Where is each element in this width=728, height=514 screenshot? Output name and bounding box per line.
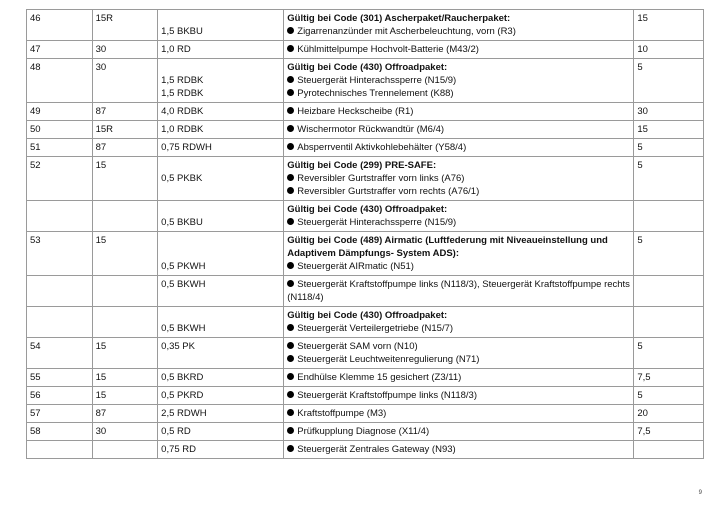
terminal-cell (92, 441, 158, 459)
fuse-table (26, 9, 704, 459)
cable-cell (158, 157, 284, 201)
cable-cell (158, 232, 284, 276)
cable-value: 1,5 RDBK (161, 75, 204, 86)
code-header: Gültig bei Code (430) Offroadpaket: (287, 62, 448, 73)
fuse-cell: 5 (634, 59, 704, 103)
table-row (27, 387, 704, 405)
function-cell (284, 139, 634, 157)
cable-spacer (161, 61, 280, 74)
pin-cell (27, 441, 93, 459)
cable-cell (158, 10, 284, 41)
function-item (287, 123, 630, 136)
pin-cell (27, 307, 93, 338)
function-item-text: Steuergerät SAM vorn (N10) (297, 341, 418, 352)
table-row (27, 201, 704, 232)
function-item (287, 340, 630, 353)
cable-value: 0,5 BKBU (161, 217, 203, 228)
cable-value: 0,5 BKWH (161, 323, 206, 334)
function-item-text: Endhülse Klemme 15 gesichert (Z3/11) (297, 372, 462, 383)
function-cell (284, 103, 634, 121)
table-row (27, 10, 704, 41)
terminal-cell: 15 (92, 157, 158, 201)
function-item (287, 425, 630, 438)
cable-spacer (161, 247, 280, 260)
cable-value: 1,0 RD (161, 44, 191, 55)
function-item-text: Steuergerät Verteilergetriebe (N15/7) (297, 323, 454, 334)
function-item-text: Steuergerät Hinterachssperre (N15/9) (297, 217, 457, 228)
function-item (287, 185, 630, 198)
function-item (287, 87, 630, 100)
function-item (287, 172, 630, 185)
code-header: Gültig bei Code (301) Ascherpaket/Raucherpaket: (287, 13, 511, 24)
cable-value: 0,5 PKBK (161, 173, 203, 184)
function-item-text: Wischermotor Rückwandtür (M6/4) (297, 124, 445, 135)
fuse-cell: 15 (634, 10, 704, 41)
terminal-cell: 15R (92, 10, 158, 41)
bullet-icon (287, 262, 294, 269)
cable-spacer (161, 234, 280, 247)
function-item (287, 25, 630, 38)
fuse-cell (634, 441, 704, 459)
cable-value: 0,5 PKRD (161, 390, 204, 401)
function-item-text: Steuergerät Kraftstoffpumpe links (N118/3), Steuergerät Kraftstoffpumpe rechts (N118/4) (287, 279, 630, 303)
pin-cell (27, 201, 93, 232)
function-cell (284, 201, 634, 232)
terminal-cell: 15 (92, 232, 158, 276)
cable-value: 1,0 RDBK (161, 124, 204, 135)
function-cell (284, 41, 634, 59)
fuse-cell: 7,5 (634, 369, 704, 387)
function-cell (284, 369, 634, 387)
cable-value: 1,5 RDBK (161, 88, 204, 99)
table-row (27, 276, 704, 307)
pin-cell: 58 (27, 423, 93, 441)
function-item (287, 74, 630, 87)
cable-cell (158, 387, 284, 405)
function-item (287, 141, 630, 154)
pin-cell: 57 (27, 405, 93, 423)
bullet-icon (287, 218, 294, 225)
function-item-text: Reversibler Gurtstraffer vorn rechts (A76/1) (297, 186, 480, 197)
terminal-cell (92, 201, 158, 232)
table-row (27, 338, 704, 369)
function-item-text: Absperrventil Aktivkohlebehälter (Y58/4) (297, 142, 467, 153)
function-item (287, 216, 630, 229)
function-cell (284, 405, 634, 423)
bullet-icon (287, 391, 294, 398)
function-item (287, 105, 630, 118)
cable-cell (158, 201, 284, 232)
fuse-cell (634, 201, 704, 232)
table-row (27, 423, 704, 441)
table-row (27, 232, 704, 276)
page-number: 9 (698, 490, 702, 496)
function-item (287, 443, 630, 456)
fuse-cell: 15 (634, 121, 704, 139)
function-item (287, 389, 630, 402)
cable-value: 0,75 RDWH (161, 142, 212, 153)
bullet-icon (287, 143, 294, 150)
code-header: Gültig bei Code (430) Offroadpaket: (287, 310, 448, 321)
function-cell (284, 276, 634, 307)
fuse-cell: 7,5 (634, 423, 704, 441)
cable-cell (158, 103, 284, 121)
bullet-icon (287, 125, 294, 132)
function-item (287, 322, 630, 335)
table-row (27, 441, 704, 459)
terminal-cell (92, 276, 158, 307)
pin-cell: 47 (27, 41, 93, 59)
table-row (27, 139, 704, 157)
pin-cell: 50 (27, 121, 93, 139)
terminal-cell: 30 (92, 41, 158, 59)
function-item-text: Heizbare Heckscheibe (R1) (297, 106, 414, 117)
terminal-cell: 15 (92, 369, 158, 387)
terminal-cell: 15R (92, 121, 158, 139)
table-row (27, 121, 704, 139)
function-item-text: Steuergerät Hinterachssperre (N15/9) (297, 75, 457, 86)
table-row (27, 59, 704, 103)
function-item-text: Prüfkupplung Diagnose (X11/4) (297, 426, 430, 437)
terminal-cell: 87 (92, 405, 158, 423)
pin-cell: 51 (27, 139, 93, 157)
function-item-text: Kraftstoffpumpe (M3) (297, 408, 387, 419)
cable-spacer (161, 309, 280, 322)
function-cell (284, 423, 634, 441)
function-item-text: Kühlmittelpumpe Hochvolt-Batterie (M43/2) (297, 44, 479, 55)
fuse-cell: 5 (634, 232, 704, 276)
cable-value: 0,35 PK (161, 341, 195, 352)
function-cell (284, 10, 634, 41)
fuse-cell: 30 (634, 103, 704, 121)
table-row (27, 157, 704, 201)
table-row (27, 369, 704, 387)
function-item-text: Reversibler Gurtstraffer vorn links (A76) (297, 173, 465, 184)
bullet-icon (287, 355, 294, 362)
cable-cell (158, 59, 284, 103)
cable-value: 2,5 RDWH (161, 408, 207, 419)
function-item-text: Steuergerät Leuchtweitenregulierung (N71) (297, 354, 480, 365)
cable-cell (158, 405, 284, 423)
function-cell (284, 338, 634, 369)
function-item-text: Steuergerät Kraftstoffpumpe links (N118/3) (297, 390, 477, 401)
pin-cell: 49 (27, 103, 93, 121)
function-item-text: Pyrotechnisches Trennelement (K88) (297, 88, 454, 99)
bullet-icon (287, 187, 294, 194)
cable-cell (158, 121, 284, 139)
bullet-icon (287, 409, 294, 416)
function-item-text: Zigarrenanzünder mit Ascherbeleuchtung, vorn (R3) (297, 26, 516, 37)
pin-cell: 54 (27, 338, 93, 369)
bullet-icon (287, 324, 294, 331)
cable-spacer (161, 159, 280, 172)
function-cell (284, 59, 634, 103)
table-row (27, 103, 704, 121)
fuse-cell: 5 (634, 338, 704, 369)
bullet-icon (287, 174, 294, 181)
function-item (287, 371, 630, 384)
cable-value: 4,0 RDBK (161, 106, 204, 117)
pin-cell: 53 (27, 232, 93, 276)
code-header: Gültig bei Code (299) PRE-SAFE: (287, 160, 437, 171)
function-item (287, 43, 630, 56)
bullet-icon (287, 27, 294, 34)
function-item (287, 353, 630, 366)
terminal-cell: 30 (92, 423, 158, 441)
cable-value: 0,5 BKRD (161, 372, 204, 383)
fuse-cell: 5 (634, 387, 704, 405)
terminal-cell: 30 (92, 59, 158, 103)
fuse-cell: 5 (634, 157, 704, 201)
terminal-cell: 87 (92, 139, 158, 157)
fuse-cell: 20 (634, 405, 704, 423)
bullet-icon (287, 445, 294, 452)
cable-spacer (161, 203, 280, 216)
bullet-icon (287, 427, 294, 434)
cable-spacer (161, 12, 280, 25)
cable-cell (158, 307, 284, 338)
bullet-icon (287, 45, 294, 52)
cable-cell (158, 276, 284, 307)
terminal-cell: 87 (92, 103, 158, 121)
cable-value: 0,5 RD (161, 426, 191, 437)
fuse-table-body (27, 10, 704, 459)
function-cell (284, 441, 634, 459)
function-cell (284, 232, 634, 276)
bullet-icon (287, 76, 294, 83)
pin-cell (27, 276, 93, 307)
bullet-icon (287, 89, 294, 96)
terminal-cell (92, 307, 158, 338)
cable-cell (158, 369, 284, 387)
cable-cell (158, 423, 284, 441)
bullet-icon (287, 342, 294, 349)
pin-cell: 48 (27, 59, 93, 103)
pin-cell: 55 (27, 369, 93, 387)
code-header: Gültig bei Code (489) Airmatic (Luftfederung mit Niveaueinstellung und Adaptivem Dämpfungs- System ADS): (287, 235, 608, 259)
cable-cell (158, 41, 284, 59)
table-row (27, 405, 704, 423)
table-row (27, 307, 704, 338)
function-item (287, 260, 630, 273)
function-item-text: Steuergerät AIRmatic (N51) (297, 261, 414, 272)
function-cell (284, 387, 634, 405)
cable-value: 0,75 RD (161, 444, 197, 455)
bullet-icon (287, 107, 294, 114)
function-cell (284, 307, 634, 338)
pin-cell: 56 (27, 387, 93, 405)
fuse-cell: 10 (634, 41, 704, 59)
fuse-cell (634, 307, 704, 338)
cable-cell (158, 139, 284, 157)
terminal-cell: 15 (92, 338, 158, 369)
table-row (27, 41, 704, 59)
pin-cell: 52 (27, 157, 93, 201)
terminal-cell: 15 (92, 387, 158, 405)
function-item (287, 278, 630, 304)
code-header: Gültig bei Code (430) Offroadpaket: (287, 204, 448, 215)
fuse-cell (634, 276, 704, 307)
fuse-cell: 5 (634, 139, 704, 157)
pin-cell: 46 (27, 10, 93, 41)
function-item (287, 407, 630, 420)
cable-cell (158, 338, 284, 369)
cable-value: 1,5 BKBU (161, 26, 203, 37)
cable-cell (158, 441, 284, 459)
function-cell (284, 121, 634, 139)
cable-value: 0,5 BKWH (161, 279, 206, 290)
bullet-icon (287, 280, 294, 287)
function-cell (284, 157, 634, 201)
cable-value: 0,5 PKWH (161, 261, 206, 272)
function-item-text: Steuergerät Zentrales Gateway (N93) (297, 444, 456, 455)
bullet-icon (287, 373, 294, 380)
